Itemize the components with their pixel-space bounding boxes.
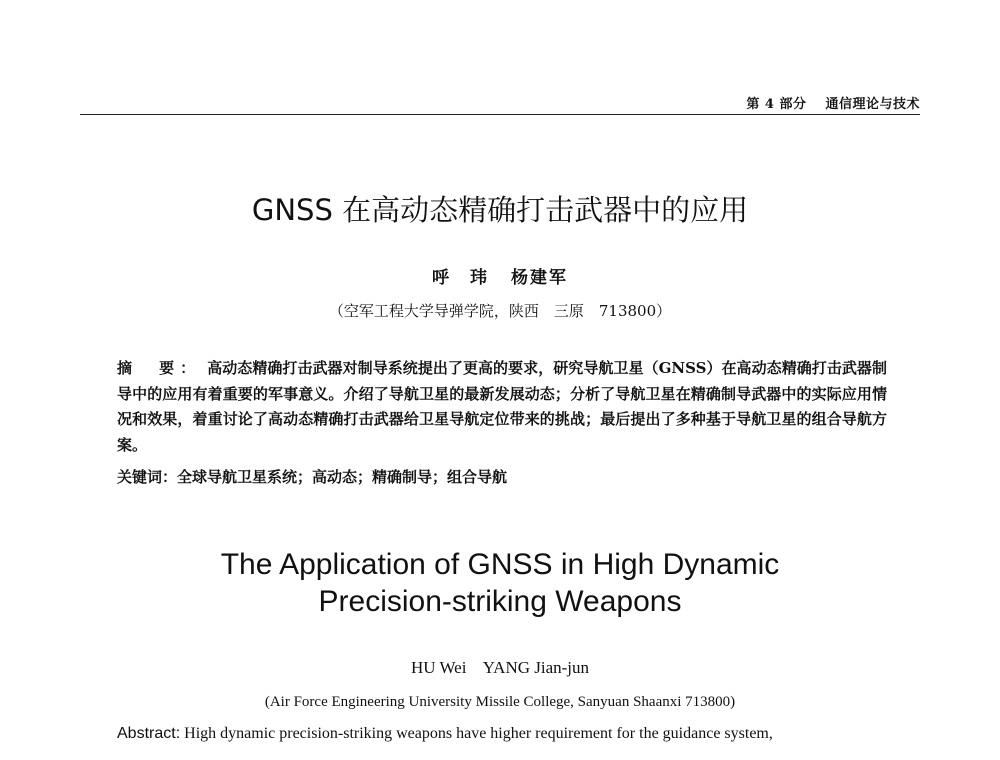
authors-chinese bbox=[0, 263, 1000, 288]
paper-title-english bbox=[0, 546, 1000, 620]
authors-english: HU Wei YANG Jian-jun bbox=[410, 658, 590, 677]
abstract-text-chinese: 高动态精确打击武器对制导系统提出了更高的要求，研究导航卫星（GNSS）在高动态精确打击武器制导中的应用有着重要的军事意义。介绍了导航卫星的最新发展动态；分析了导航卫星在精确制导武器中的实际应用情况和效果，着重讨论了高动态精确打击武器给卫星导航定位带来的挑战；最后提出了多种基于导航卫星的组合导航方案。 bbox=[117, 359, 887, 454]
abstract-text-english: High dynamic precision-striking weapons have higher requirement for the guidance system, bbox=[184, 725, 773, 742]
keywords-label-chinese: 关键词： bbox=[117, 468, 178, 486]
abstract-label-chinese: 摘 要： bbox=[117, 359, 202, 377]
abstract-chinese bbox=[117, 356, 887, 458]
section-label: 第 4 部分 bbox=[746, 97, 807, 112]
author-1: 呼 玮 bbox=[432, 268, 489, 288]
header-rule bbox=[80, 114, 920, 115]
running-header bbox=[732, 93, 920, 112]
affiliation-english: (Air Force Engineering University Missile College, Sanyuan Shaanxi 713800) bbox=[264, 694, 736, 710]
author-2: 杨建军 bbox=[511, 268, 568, 288]
affiliation-chinese: （空军工程大学导弹学院，陕西 三原 713800） bbox=[328, 302, 672, 320]
keywords-text-chinese: 全球导航卫星系统；高动态；精确制导；组合导航 bbox=[177, 468, 508, 486]
keywords-chinese bbox=[117, 466, 887, 487]
title-line-1: The Application of GNSS in High Dynamic bbox=[220, 548, 780, 581]
abstract-english bbox=[117, 721, 887, 747]
paper-title-chinese: GNSS 在高动态精确打击武器中的应用 bbox=[251, 193, 749, 227]
title-line-2: Precision-striking Weapons bbox=[318, 585, 682, 618]
abstract-label-english: Abstract: bbox=[117, 725, 181, 742]
section-topic: 通信理论与技术 bbox=[825, 97, 920, 112]
